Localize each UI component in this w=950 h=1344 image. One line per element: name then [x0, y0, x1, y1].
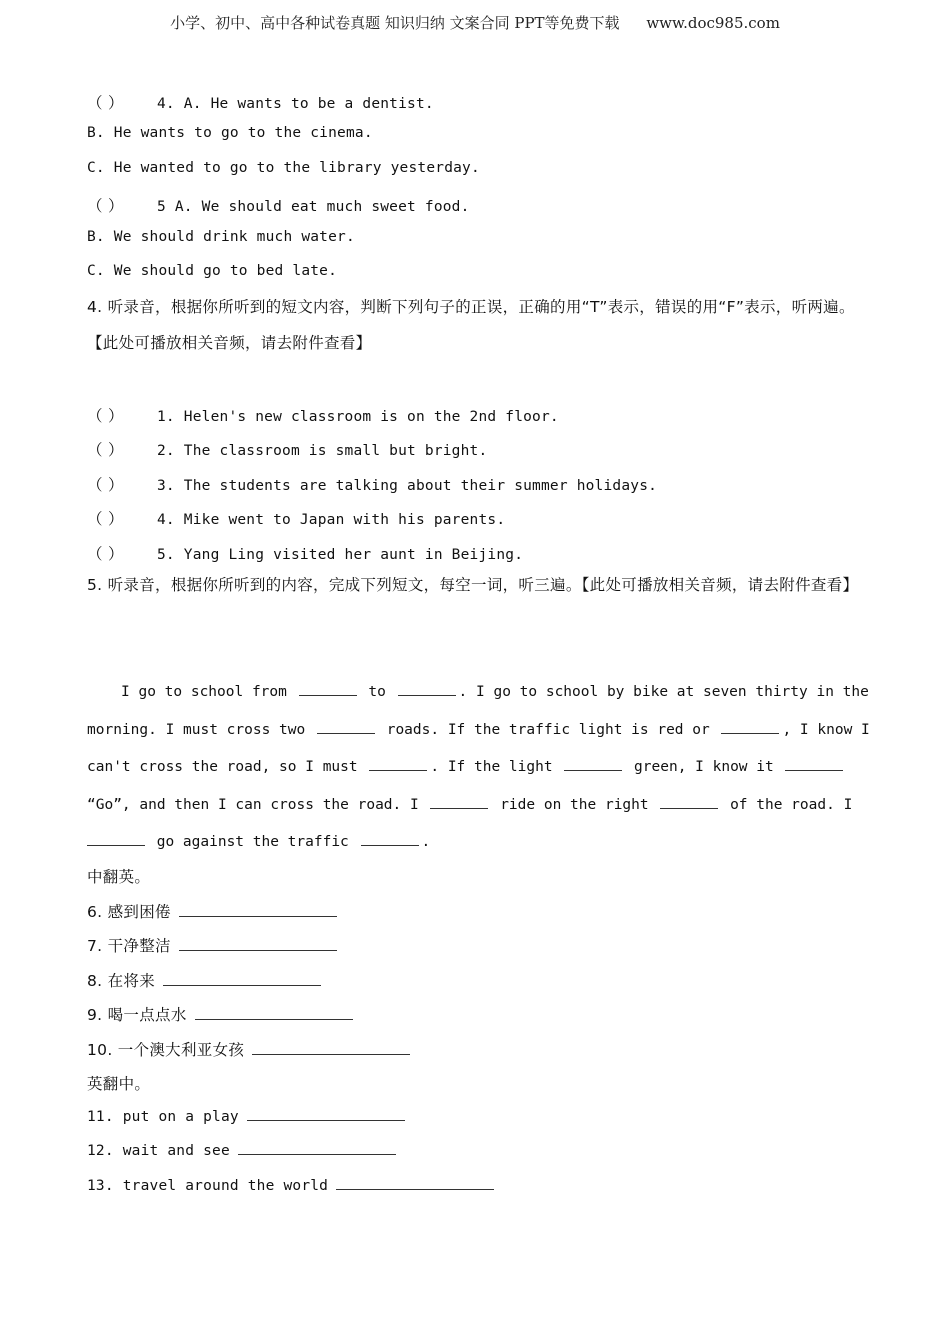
translation-prompt: 12. wait and see [87, 1143, 230, 1159]
blank-field[interactable] [299, 683, 357, 696]
tf-item [87, 507, 505, 529]
answer-line[interactable] [179, 904, 337, 917]
answer-paren[interactable]: （ ） [87, 197, 124, 215]
passage-text: . I go to school by bike at seven thirty in the [458, 684, 869, 700]
tf-item [87, 542, 523, 564]
passage-text: go against the traffic [156, 834, 349, 850]
translation-item [87, 1142, 396, 1159]
translation-item [87, 1003, 353, 1025]
translation-prompt: 6. 感到困倦 [87, 903, 171, 921]
passage-text: roads. If the traffic light is red or [386, 721, 710, 738]
blank-field[interactable] [361, 833, 419, 846]
passage-text: “Go”, and then I can cross the road. I [87, 796, 419, 813]
q4-option-c: C. He wanted to go to the library yesterday. [87, 160, 480, 176]
translation-prompt: 9. 喝一点点水 [87, 1006, 187, 1024]
q4-option-b: B. He wants to go to the cinema. [87, 125, 373, 141]
option-text: 5 A. We should eat much sweet food. [157, 199, 470, 215]
section-5-title: 5. 听录音，根据你所听到的内容，完成下列短文，每空一词，听三遍。【此处可播放相关音频，请去附件查看】 [87, 576, 859, 594]
answer-paren[interactable]: （ ） [87, 476, 124, 494]
tf-item-text: 3. The students are talking about their summer holidays. [157, 478, 658, 494]
translation-prompt: 8. 在将来 [87, 972, 156, 990]
passage-text: to [368, 684, 386, 700]
tf-item [87, 404, 559, 426]
passage-text: , I know I [782, 721, 870, 738]
blank-field[interactable] [369, 758, 427, 771]
passage-text: can't cross the road, so I must [87, 759, 358, 775]
translation-item [87, 1108, 405, 1125]
tf-item-text: 4. Mike went to Japan with his parents. [157, 512, 506, 528]
blank-field[interactable] [564, 758, 622, 771]
tf-item [87, 438, 487, 460]
blank-field[interactable] [785, 758, 843, 771]
blank-field[interactable] [660, 796, 718, 809]
section-cn-en-title: 中翻英。 [87, 868, 151, 886]
passage-text: ride on the right [500, 796, 649, 813]
cloze-passage [87, 674, 870, 862]
translation-item [87, 969, 321, 991]
blank-field[interactable] [430, 796, 488, 809]
q5-option-b: B. We should drink much water. [87, 229, 355, 245]
section-en-cn-title: 英翻中。 [87, 1075, 151, 1093]
tf-item-text: 1. Helen's new classroom is on the 2nd floor. [157, 409, 559, 425]
answer-line[interactable] [336, 1177, 494, 1190]
answer-paren[interactable]: （ ） [87, 510, 124, 528]
blank-field[interactable] [398, 683, 456, 696]
answer-line[interactable] [195, 1007, 353, 1020]
q5-option-a [87, 194, 470, 216]
blank-field[interactable] [317, 721, 375, 734]
answer-line[interactable] [179, 938, 337, 951]
translation-prompt: 7. 干净整洁 [87, 937, 171, 955]
page-header [0, 12, 950, 33]
section-4-title: 4. 听录音，根据你所听到的短文内容，判断下列句子的正误，正确的用“T”表示，错误的用“F”表示，听两遍。【此处可播放相关音频，请去附件查看】 [87, 298, 855, 352]
answer-paren[interactable]: （ ） [87, 441, 124, 459]
translation-prompt: 13. travel around the world [87, 1178, 329, 1194]
blank-field[interactable] [721, 721, 779, 734]
header-site-link[interactable]: www.doc985.com [646, 14, 780, 32]
passage-text: . [421, 834, 431, 850]
translation-prompt: 10. 一个澳大利亚女孩 [87, 1041, 245, 1059]
translation-item [87, 900, 337, 922]
passage-text: morning. I must cross two [87, 721, 306, 738]
blank-field[interactable] [87, 833, 145, 846]
q4-option-a [87, 91, 434, 113]
translation-item [87, 1038, 410, 1060]
answer-line[interactable] [252, 1042, 410, 1055]
passage-text: I go to school from [121, 684, 287, 700]
header-text: 小学、初中、高中各种试卷真题 知识归纳 文案合同 PPT等免费下载 [170, 14, 620, 32]
translation-item [87, 1177, 494, 1194]
translation-prompt: 11. put on a play [87, 1109, 239, 1125]
answer-line[interactable] [163, 973, 321, 986]
answer-paren[interactable]: （ ） [87, 407, 124, 425]
option-text: 4. A. He wants to be a dentist. [157, 96, 434, 112]
passage-text: green, I know it [634, 759, 774, 775]
tf-item-text: 2. The classroom is small but bright. [157, 443, 488, 459]
answer-line[interactable] [238, 1142, 396, 1155]
passage-text: . If the light [430, 759, 553, 775]
answer-paren[interactable]: （ ） [87, 545, 124, 563]
translation-item [87, 934, 337, 956]
tf-item-text: 5. Yang Ling visited her aunt in Beijing. [157, 547, 524, 563]
tf-item [87, 473, 657, 495]
passage-text: of the road. I [730, 796, 853, 813]
q5-option-c: C. We should go to bed late. [87, 263, 338, 279]
answer-paren[interactable]: （ ） [87, 94, 124, 112]
answer-line[interactable] [247, 1108, 405, 1121]
